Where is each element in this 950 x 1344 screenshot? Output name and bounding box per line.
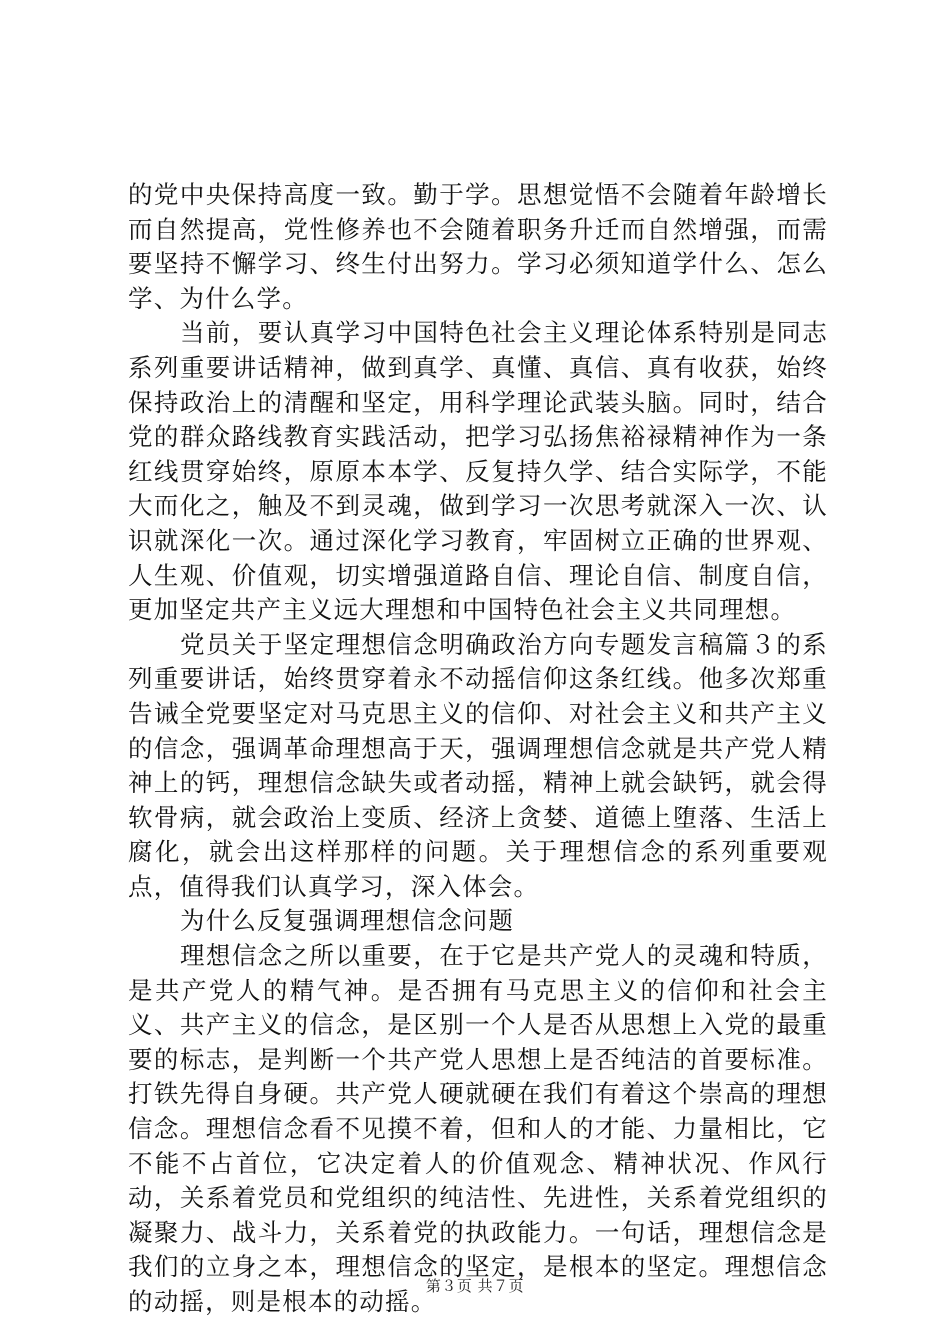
paragraph-4: 理想信念之所以重要，在于它是共产党人的灵魂和特质，是共产党人的精气神。是否拥有马克思主义的信仰和社会主义、共产主义的信念，是区别一个人是否从思想上入党的最重要的标志，是判断一个共产党人思想上是否纯洁的首要标准。打铁先得自身硬。共产党人硬就硬在我们有着这个崇高的理想信念。理想信念看不见摸不着，但和人的才能、力量相比，它不能不占首位，它决定着人的价值观念、精神状况、作风行动，关系着党员和党组织的纯洁性、先进性，关系着党组织的凝聚力、战斗力，关系着党的执政能力。一句话，理想信念是我们的立身之本，理想信念的坚定，是根本的坚定。理想信念的动摇，则是根本的动摇。 xyxy=(128,941,828,1316)
page-number-footer: 第３页 共７页 xyxy=(425,1277,525,1295)
document-body xyxy=(128,178,828,1320)
paragraph-2: 当前，要认真学习中国特色社会主义理论体系特别是同志系列重要讲话精神，做到真学、真懂、真信、真有收获，始终保持政治上的清醒和坚定，用科学理论武装头脑。同时，结合党的群众路线教育实践活动，把学习弘扬焦裕禄精神作为一条红线贯穿始终，原原本本学、反复持久学、结合实际学，不能大而化之，触及不到灵魂，做到学习一次思考就深入一次、认识就深化一次。通过深化学习教育，牢固树立正确的世界观、人生观、价值观，切实增强道路自信、理论自信、制度自信，更加坚定共产主义远大理想和中国特色社会主义共同理想。 xyxy=(128,318,828,625)
paragraph-3: 党员关于坚定理想信念明确政治方向专题发言稿篇３的系列重要讲话，始终贯穿着永不动摇信仰这条红线。他多次郑重告诫全党要坚定对马克思主义的信仰、对社会主义和共产主义的信念，强调革命理想高于天，强调理想信念就是共产党人精神上的钙，理想信念缺失或者动摇，精神上就会缺钙，就会得软骨病，就会政治上变质、经济上贪婪、道德上堕落、生活上腐化，就会出这样那样的问题。关于理想信念的系列重要观点，值得我们认真学习，深入体会。 xyxy=(128,629,828,901)
section-heading: 为什么反复强调理想信念问题 xyxy=(180,906,515,936)
paragraph-1: 的党中央保持高度一致。勤于学。思想觉悟不会随着年龄增长而自然提高，党性修养也不会随着职务升迁而自然增强，而需要坚持不懈学习、终生付出努力。学习必须知道学什么、怎么学、为什么学。 xyxy=(128,180,828,313)
